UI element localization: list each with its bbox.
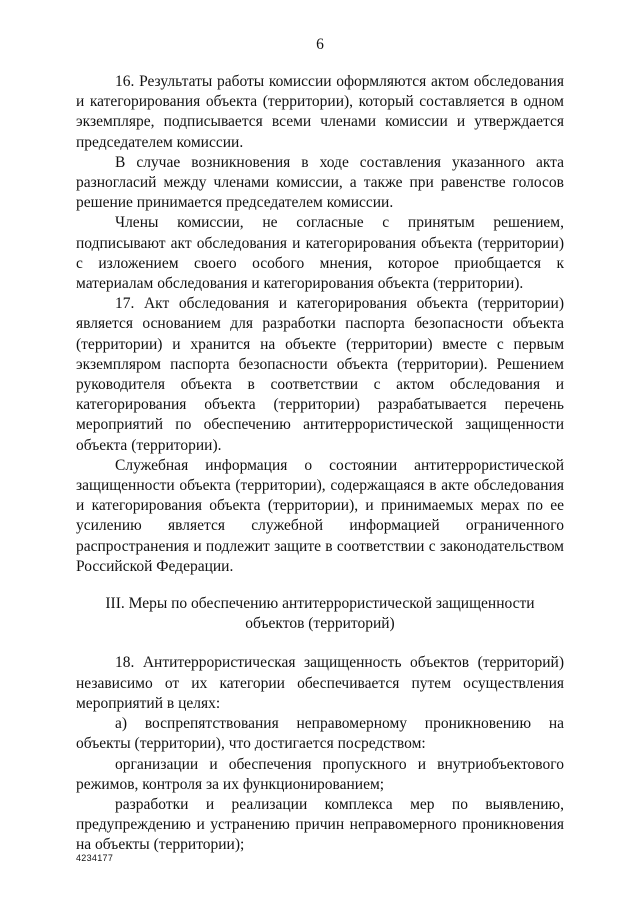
paragraph-18: 18. Антитеррористическая защищенность объектов (территорий) независимо от их категории обеспечивается путем осуществления мероприятий в целях:: [76, 654, 564, 712]
page-number: 6: [316, 36, 324, 53]
section-heading-line-1: III. Меры по обеспечению антитеррористической защищенности: [105, 595, 535, 613]
paragraph-restricted-info: Служебная информация о состоянии антитеррористической защищенности объекта (территории), содержащаяся в акте обследования и категорирования объекта (территории), и принимаемых мерах по ее усилению является служебной информацией ограниченного распространения и подлежит защите в соответствии с законодательством Российской Федерации.: [76, 456, 564, 575]
paragraph-dissent: Члены комиссии, не согласные с принятым решением, подписывают акт обследования и категорирования объекта (территории) с изложением своего особого мнения, которое приобщается к материалам обследования и категорирования объекта (территории).: [76, 214, 564, 293]
paragraph-16: 16. Результаты работы комиссии оформляются актом обследования и категорирования объекта (территории), который составляется в одном экземпляре, подписывается всеми членами комиссии и утверждается председателем комиссии.: [76, 73, 564, 151]
section-heading: [76, 594, 564, 634]
paragraph-prevention-measures: разработки и реализации комплекса мер по выявлению, предупреждению и устранению причин неправомерного проникновения на объекты (территории);: [76, 795, 564, 854]
document-body: [76, 72, 564, 856]
paragraph-17: 17. Акт обследования и категорирования объекта (территории) является основанием для разработки паспорта безопасности объекта (территории) и хранится на объекте (территории) вместе с первым экземпляром паспорта безопасности объекта (территории). Решением руководителя объекта в соответствии с актом обследования и категорирования объекта (территории) разрабатывается перечень мероприятий по обеспечению антитеррористической защищенности объекта (территории).: [76, 295, 564, 454]
paragraph-18a: а) воспрепятствования неправомерному проникновению на объекты (территории), что достигается посредством:: [76, 715, 564, 753]
paragraph-disagreement: В случае возникновения в ходе составления указанного акта разногласий между членами комиссии, а также при равенстве голосов решение принимается председателем комиссии.: [76, 153, 564, 212]
section-heading-line-2: объектов (территорий): [245, 615, 395, 633]
paragraph-access-regime: организации и обеспечения пропускного и внутриобъектового режимов, контроля за их функционированием;: [76, 755, 564, 793]
document-code: 4234177: [76, 853, 114, 863]
